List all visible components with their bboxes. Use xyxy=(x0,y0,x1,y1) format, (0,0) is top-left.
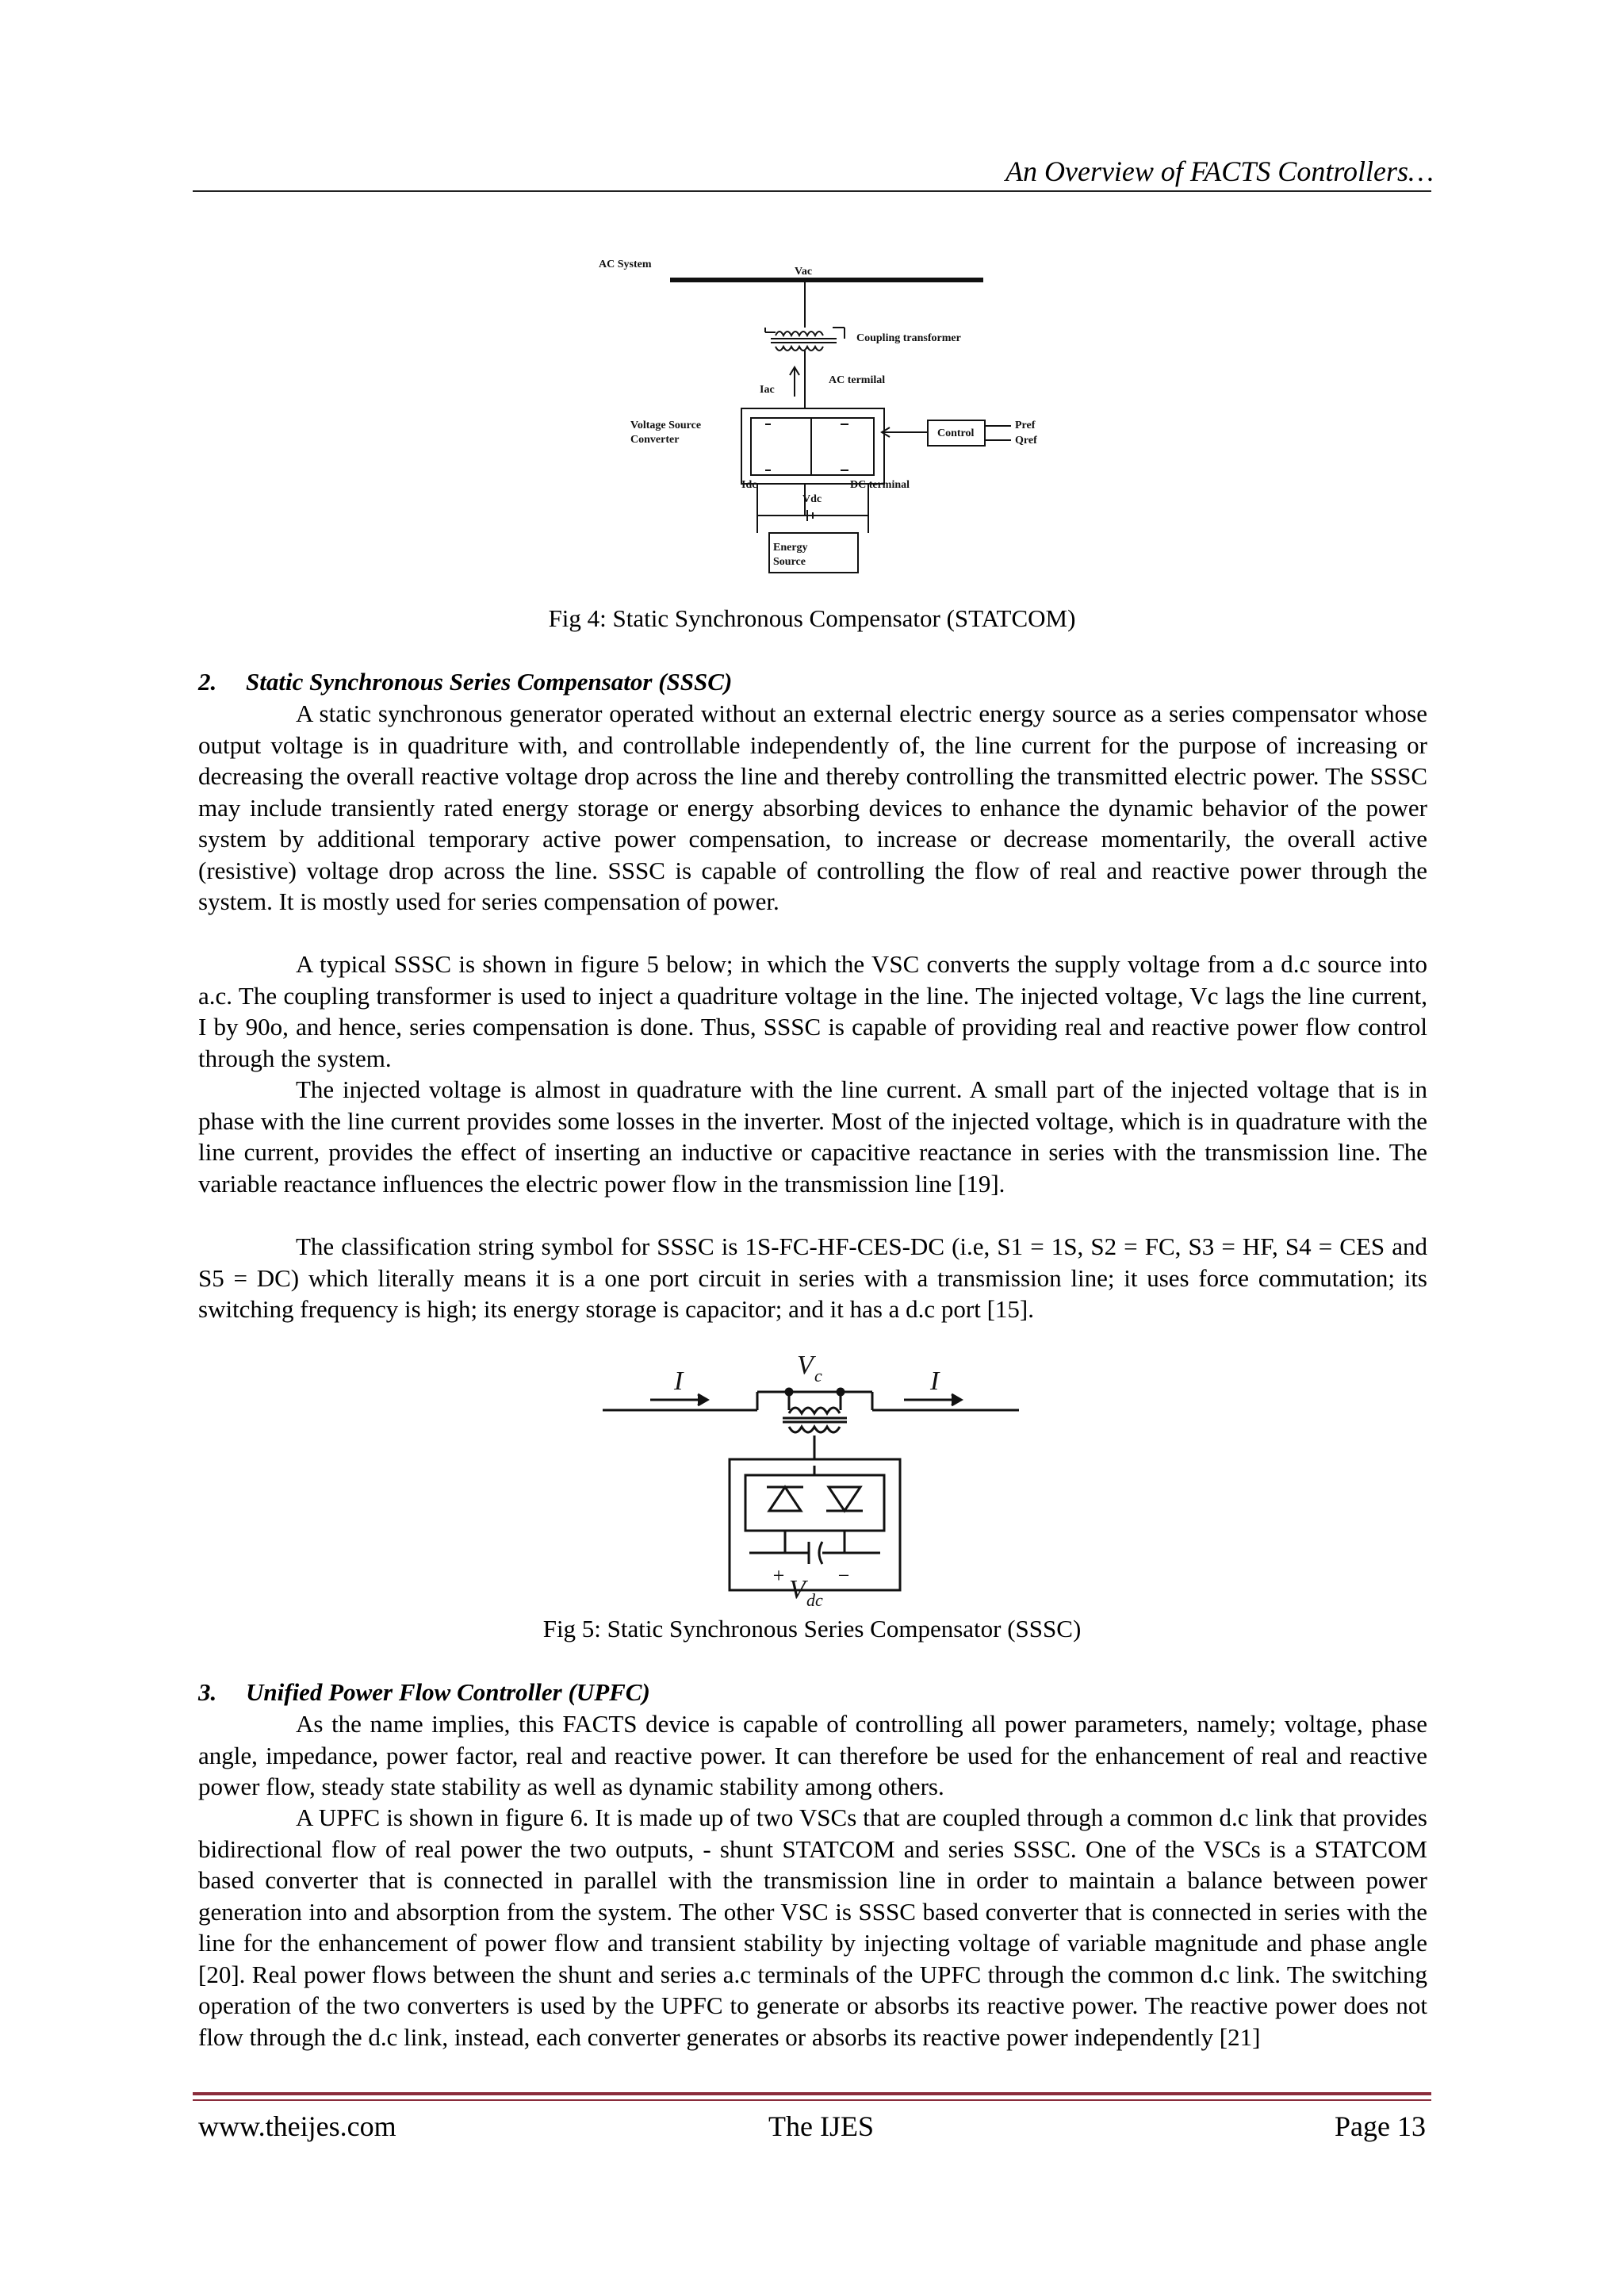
footer-rule xyxy=(193,2092,1431,2095)
header-rule xyxy=(193,190,1431,192)
label-energy-line2: Source xyxy=(773,556,806,568)
figure-4-diagram xyxy=(587,250,1063,583)
series-transformer-primary xyxy=(789,1408,840,1413)
footer-journal: The IJES xyxy=(768,2110,874,2142)
vsc-inner-box xyxy=(751,418,874,475)
running-header: An Overview of FACTS Controllers… xyxy=(1005,155,1434,187)
section-2-paragraph: The classification string symbol for SSSC is 1S-FC-HF-CES-DC (i.e, S1 = 1S, S2 = FC, S3 = HF, S4 = CES and S5 = DC) which literally means it is a one port circuit in series with a transmission line; it uses force commutation; its switching frequency is high; its energy storage is capacitor; and it has a d.c port [15]. xyxy=(198,1232,1427,1323)
converter-outer-box xyxy=(730,1459,900,1590)
footer-website: www.theijes.com xyxy=(198,2110,396,2142)
footer-rule-thin xyxy=(193,2099,1431,2101)
label-minus: − xyxy=(837,1564,851,1587)
label-vc-sub: c xyxy=(814,1366,822,1386)
label-qref: Qref xyxy=(1015,435,1037,447)
label-vdc: Vdc xyxy=(802,493,822,505)
vsc-outer-box xyxy=(741,408,884,484)
label-control: Control xyxy=(937,427,975,439)
label-coupling-transformer: Coupling transformer xyxy=(856,332,961,344)
transformer-secondary xyxy=(776,347,823,351)
section-2-paragraph: A typical SSSC is shown in figure 5 below; in which the VSC converts the supply voltage from a d.c source into a.c. The coupling transformer is used to inject a quadriture voltage in the line. The injected voltage, Vc lags the line current, I by 90o, and hence, series compensation is done. Thus, SSSC is capable of providing real and reactive power flow control through the system. xyxy=(198,950,1427,1072)
footer-page-number: Page 13 xyxy=(1335,2110,1426,2142)
section-3-heading xyxy=(198,1678,650,1707)
label-vdc-sub: dc xyxy=(806,1590,823,1610)
label-energy-line1: Energy xyxy=(773,542,808,554)
figure-5-diagram xyxy=(599,1348,1027,1610)
label-vsc-line1: Voltage Source xyxy=(630,420,702,431)
section-3-paragraph: As the name implies, this FACTS device is capable of controlling all power parameters, namely; voltage, phase angle, impedance, power factor, real and reactive power. It can therefore be used for the enhancement of real and reactive power flow, steady state stability as well as dynamic stability among others. xyxy=(198,1710,1427,1800)
thyristor-left xyxy=(769,1487,801,1511)
section-3-paragraph: A UPFC is shown in figure 6. It is made up of two VSCs that are coupled through a common d.c link that provides bidirectional flow of real power the two outputs, - shunt STATCOM and series SSSC. One of the VSCs is a STATCOM based converter that is connected in parallel with the transmission line in order to maintain a balance between power generation into and absorption from the system. The other VSC is SSSC based converter that is connected in series with the line for the enhancement of power flow and transient stability by injecting voltage of variable magnitude and phase angle [20]. Real power flows between the shunt and series a.c terminals of the UPFC through the common d.c link. The switching operation of the two converters is used by the UPFC to generate or absorbs its reactive power. The reactive power does not flow through the d.c link, instead, each converter generates or absorbs its reactive power independently [21] xyxy=(198,1803,1427,2051)
series-transformer-secondary xyxy=(789,1427,840,1432)
capacitor-plate-curved xyxy=(819,1542,822,1564)
label-vdc: V xyxy=(789,1575,806,1604)
label-current-right: I xyxy=(930,1366,940,1396)
label-dc-terminal: DC terminal xyxy=(850,479,910,491)
label-vac: Vac xyxy=(795,266,813,278)
section-2-title: Static Synchronous Series Compensator (SSSC) xyxy=(246,668,733,696)
section-2-paragraph: The injected voltage is almost in quadrature with the line current. A small part of the injected voltage that is in phase with the line current provides some losses in the inverter. Most of the injected voltage, which is in quadrature with the line current, provides the effect of inserting an inductive or capacitive reactance in series with the transmission line. The variable reactance influences the electric power flow in the transmission line [19]. xyxy=(198,1075,1427,1198)
section-3-number: 3. xyxy=(198,1678,217,1706)
converter-inner-box xyxy=(745,1475,884,1531)
label-iac: Iac xyxy=(760,384,775,396)
label-ac-system: AC System xyxy=(599,259,652,270)
figure-4-caption: Fig 4: Static Synchronous Compensator (STATCOM) xyxy=(548,604,1076,632)
figure-5-caption: Fig 5: Static Synchronous Series Compensator (SSSC) xyxy=(542,1615,1082,1642)
section-3-title: Unified Power Flow Controller (UPFC) xyxy=(246,1678,650,1706)
thyristor-right xyxy=(829,1487,860,1511)
label-pref: Pref xyxy=(1015,420,1036,431)
label-idc: Idc xyxy=(741,479,757,491)
transformer-primary xyxy=(776,332,823,335)
section-2-heading xyxy=(198,668,732,696)
label-vc: V xyxy=(797,1351,814,1380)
section-2-paragraph: A static synchronous generator operated without an external electric energy source as a series compensator whose output voltage is in quadriture with, and controllable independently of, the line current for the purpose of increasing or decreasing the overall reactive voltage drop across the line and thereby controlling the transmitted electric power. The SSSC may include transiently rated energy storage or energy absorbing devices to enhance the dynamic behavior of the power system by additional temporary active power compensation, to increase or decrease momentarily, the overall active (resistive) voltage drop across the line. SSSC is capable of controlling the flow of real and reactive power through the system. It is mostly used for series compensation of power. xyxy=(198,700,1427,915)
label-plus: + xyxy=(772,1564,786,1587)
label-current-left: I xyxy=(674,1366,684,1396)
label-ac-terminal: AC termilal xyxy=(829,374,886,386)
label-vsc-line2: Converter xyxy=(630,434,680,446)
section-2-number: 2. xyxy=(198,668,217,696)
